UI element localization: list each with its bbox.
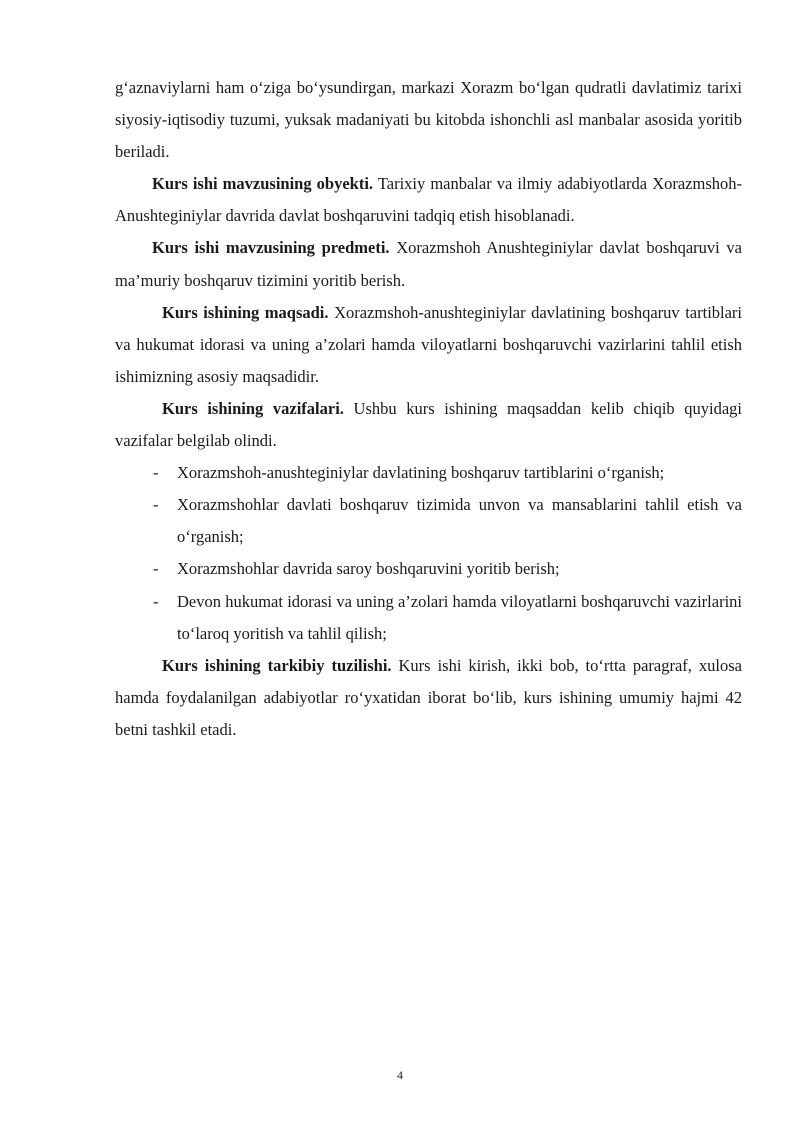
structure-paragraph: [115, 650, 742, 746]
object-heading: Kurs ishi mavzusining obyekti.: [152, 174, 374, 194]
list-bullet: -: [153, 495, 159, 515]
object-paragraph: [115, 168, 742, 232]
intro-paragraph: g‘aznaviylarni ham o‘ziga bo‘ysundirgan, markazi Xorazm bo‘lgan qudratli davlatimiz tarixi siyosiy-iqtisodiy tuzumi, yuksak madaniyati bu kitobda ishonchli asl manbalar asosida yoritib beriladi.: [115, 78, 742, 162]
subject-heading: Kurs ishi mavzusining predmeti.: [152, 238, 390, 258]
subject-text: Xorazmshoh Anushteginiylar davlat boshqaruvi va ma’muriy boshqaruv tizimini yoritib berish.: [115, 238, 742, 290]
structure-text: Kurs ishi kirish, ikki bob, to‘rtta paragraf, xulosa hamda foydalanilgan adabiyotlar ro‘yxatidan iborat bo‘lib, kurs ishining umumiy hajmi 42 betni tashkil etadi.: [115, 655, 742, 739]
list-bullet: -: [153, 463, 159, 483]
goal-heading: Kurs ishining maqsadi.: [162, 302, 329, 322]
list-bullet: -: [153, 559, 159, 579]
tasks-list: [115, 457, 742, 650]
goal-paragraph: [115, 297, 742, 393]
list-bullet: -: [153, 591, 159, 611]
list-item: [153, 553, 742, 585]
list-item: [153, 489, 742, 553]
list-item-text: Xorazmshoh-anushteginiylar davlatining boshqaruv tartiblarini o‘rganish;: [177, 463, 665, 483]
structure-heading: Kurs ishining tarkibiy tuzilishi.: [162, 655, 392, 675]
list-item-text: Xorazmshohlar davlati boshqaruv tizimida unvon va mansablarini tahlil etish va o‘rganish;: [177, 495, 742, 547]
tasks-heading: Kurs ishining vazifalari.: [162, 398, 344, 418]
page-number: 4: [397, 1068, 403, 1082]
goal-text: Xorazmshoh-anushteginiylar davlatining boshqaruv tartiblari va hukumat idorasi va uning a’zolari hamda viloyatlarni boshqaruvchi vazirlarini tahlil etish ishimizning asosiy maqsadidir.: [115, 302, 743, 386]
tasks-text: Ushbu kurs ishining maqsaddan kelib chiqib quyidagi vazifalar belgilab olindi.: [115, 398, 742, 451]
list-item-text: Devon hukumat idorasi va uning a’zolari hamda viloyatlarni boshqaruvchi vazirlarini to‘laroq yoritish va tahlil qilish;: [177, 591, 742, 643]
subject-paragraph: [115, 232, 742, 296]
body-text: [115, 72, 742, 746]
tasks-paragraph: [115, 393, 742, 457]
list-item: [153, 457, 742, 489]
list-item: [153, 586, 742, 650]
object-text: Tarixiy manbalar va ilmiy adabiyotlarda Xorazmshoh-Anushteginiylar davrida davlat boshqaruvini tadqiq etish hisoblanadi.: [115, 174, 742, 226]
list-item-text: Xorazmshohlar davrida saroy boshqaruvini yoritib berish;: [177, 559, 560, 579]
